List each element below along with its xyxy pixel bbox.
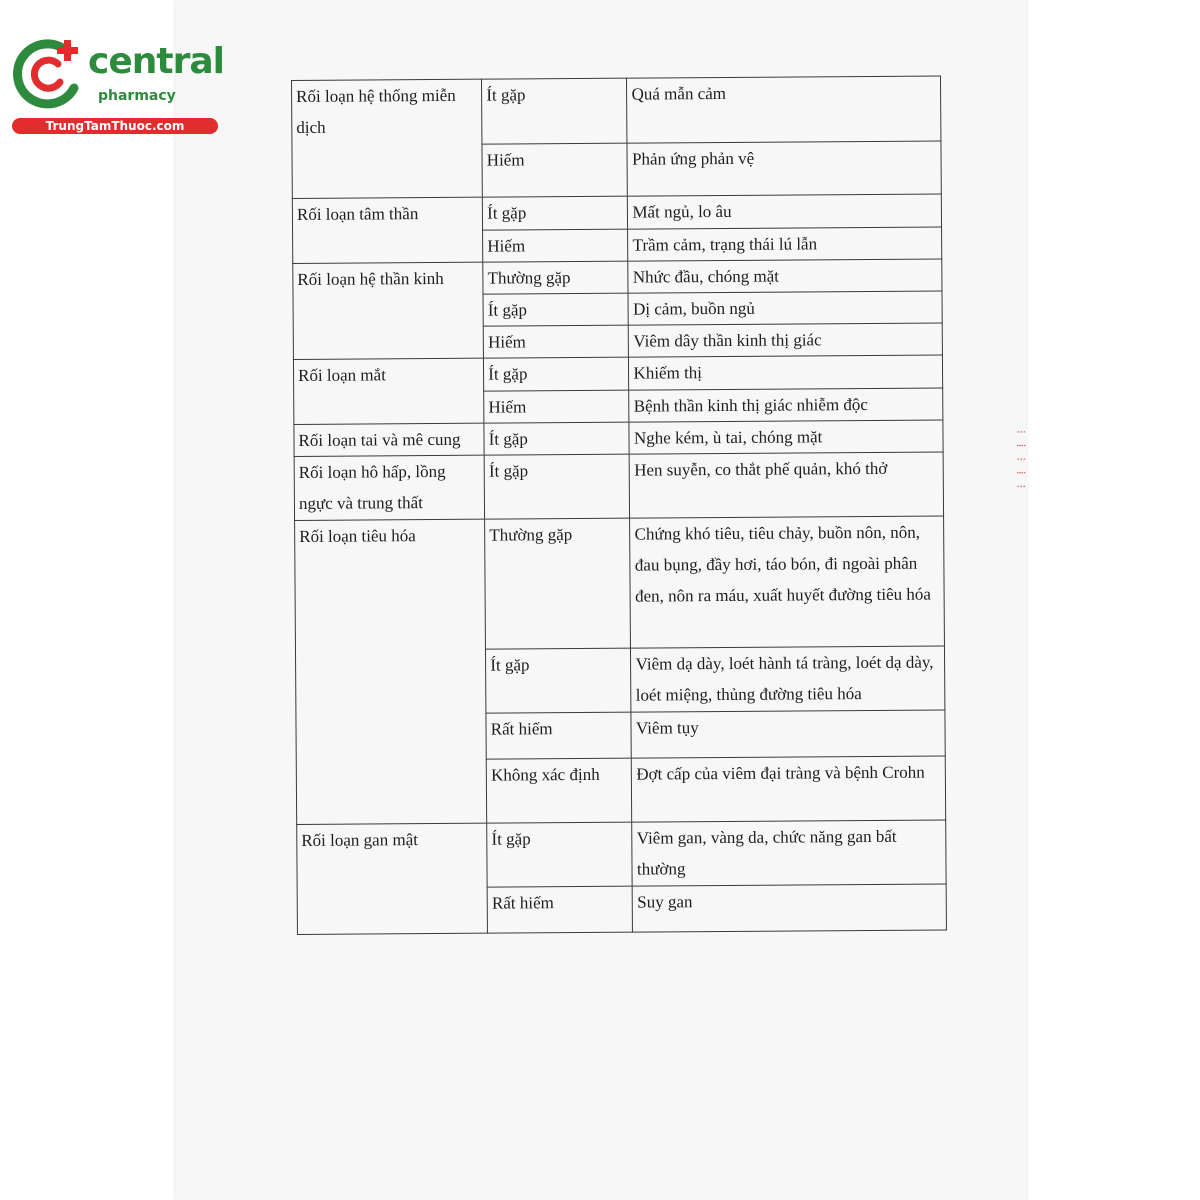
adverse-effect-cell: Chứng khó tiêu, tiêu chảy, buồn nôn, nôn, đau bụng, đầy hơi, táo bón, đi ngoài phân đen, nôn ra máu, xuất huyết đường tiêu hóa [630,516,944,648]
adverse-effect-cell: Khiếm thị [629,355,943,390]
adverse-effect-cell: Viêm gan, vàng da, chức năng gan bất thường [632,820,946,886]
adverse-effect-cell: Bệnh thần kinh thị giác nhiễm độc [629,388,943,422]
frequency-cell: Hiếm [482,143,628,197]
frequency-cell: Không xác định [486,758,632,823]
adverse-effect-cell: Dị cảm, buồn ngủ [628,291,942,325]
frequency-cell: Ít gặp [484,422,629,455]
adverse-effect-cell: Viêm tụy [631,710,945,758]
logo-url-banner: TrungTamThuoc.com [12,118,218,134]
adverse-effect-cell: Mất ngủ, lo âu [628,194,942,229]
logo-subtitle: pharmacy [98,88,176,104]
table-row [294,420,943,457]
system-organ-class-cell: Rối loạn tiêu hóa [295,519,487,824]
margin-stamp-mark: ⁝ ⁞ ⁝ ⁞ ⁝ [1014,430,1028,492]
adverse-effect-cell: Trầm cảm, trạng thái lú lẫn [628,227,942,261]
adverse-effects-table [291,75,947,935]
table-row [292,76,941,146]
table-row [294,452,943,521]
frequency-cell: Ít gặp [487,822,633,887]
system-organ-class-cell: Rối loạn tai và mê cung [294,423,484,456]
frequency-cell: Rất hiếm [486,712,632,759]
frequency-cell: Thường gặp [485,518,631,649]
system-organ-class-cell: Rối loạn mắt [293,358,484,424]
frequency-cell: Rất hiếm [487,886,633,933]
frequency-cell: Ít gặp [484,357,629,391]
table-row [293,355,942,393]
table-row [293,259,942,296]
system-organ-class-cell: Rối loạn tâm thần [292,197,483,263]
adverse-effect-cell: Nghe kém, ù tai, chóng mặt [629,420,943,454]
table-row [295,516,945,651]
pharmacy-cross-logo-icon [10,38,90,110]
adverse-effect-cell: Viêm dây thần kinh thị giác [629,323,943,357]
frequency-cell: Ít gặp [483,293,628,326]
adverse-effect-cell: Viêm dạ dày, loét hành tá tràng, loét dạ dày, loét miệng, thủng đường tiêu hóa [631,646,945,712]
frequency-cell: Ít gặp [486,648,632,713]
frequency-cell: Hiếm [483,229,628,262]
logo-name: central [88,41,224,82]
adverse-effect-cell: Phản ứng phản vệ [627,141,941,196]
table-row [297,820,946,889]
frequency-cell: Ít gặp [483,196,628,230]
frequency-cell: Hiếm [483,325,628,358]
system-organ-class-cell: Rối loạn hệ thần kinh [293,262,484,359]
system-organ-class-cell: Rối loạn gan mật [297,823,488,934]
central-pharmacy-logo [10,38,224,138]
frequency-cell: Ít gặp [482,78,628,144]
system-organ-class-cell: Rối loạn hệ thống miễn dịch [292,79,483,198]
frequency-cell: Hiếm [484,390,629,423]
adverse-effect-cell: Quá mẫn cảm [627,76,941,143]
adverse-effect-cell: Đợt cấp của viêm đại tràng và bệnh Crohn [632,756,946,822]
system-organ-class-cell: Rối loạn hô hấp, lồng ngực và trung thất [294,455,485,520]
frequency-cell: Thường gặp [483,261,628,294]
adverse-effect-cell: Hen suyễn, co thắt phế quản, khó thở [630,452,944,518]
frequency-cell: Ít gặp [484,454,630,519]
table-row [292,194,941,232]
adverse-effect-cell: Suy gan [633,884,947,932]
adverse-effect-cell: Nhức đầu, chóng mặt [628,259,942,293]
